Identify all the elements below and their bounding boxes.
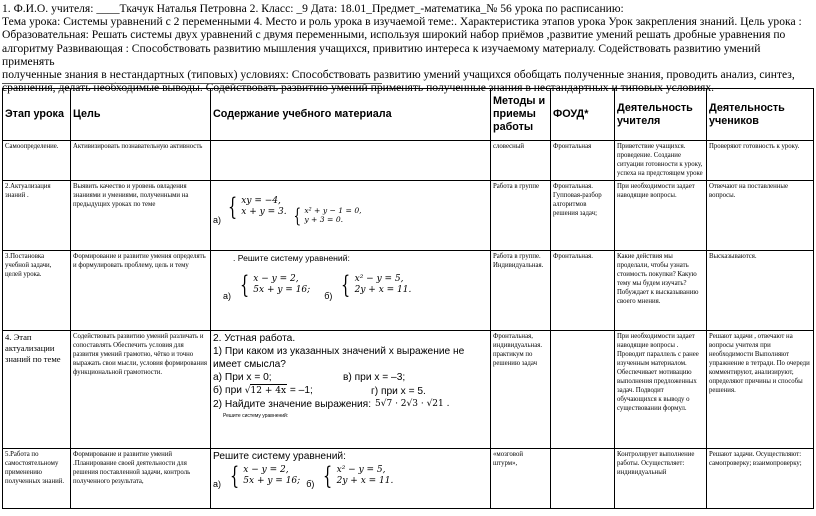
equation: x − y = 2, — [253, 274, 299, 284]
cell-goal: Активизировать познавательную активность — [71, 141, 211, 181]
cell-stage: 4. Этап актуализации знаний по теме — [3, 331, 71, 449]
cell-content — [211, 449, 491, 509]
cell-students: Решают задачи , отвечают на вопросы учителя при необходимости Выполняют упражнение в тетради. По очереди комментируют, анализируют, определяют причины и способы решения. — [707, 331, 814, 449]
col-header-goal: Цель — [71, 89, 211, 141]
brace-icon: { — [323, 462, 333, 490]
label-a: а) — [223, 291, 232, 301]
col-header-foud: ФОУД* — [551, 89, 615, 141]
radicand: 12 + 4x — [250, 386, 287, 396]
content-line: Решите систему уравнений: — [223, 413, 289, 419]
cell-content — [211, 251, 491, 331]
cell-students: Высказываются. — [707, 251, 814, 331]
task-prompt: Решите систему уравнений: — [213, 451, 346, 462]
content-line: 2) Найдите значение выражения: — [213, 399, 372, 410]
equation-system — [237, 271, 311, 299]
equation: x² − y = 5, — [336, 465, 386, 475]
option-d: г) при x = 5. — [371, 385, 426, 397]
option-c-prefix: б) при — [213, 385, 242, 396]
cell-methods: «мозговой штурм», — [491, 449, 551, 509]
content-line-row — [213, 398, 488, 411]
cell-content — [211, 141, 491, 181]
cell-students: Решают задачи. Осуществляют: самопроверку; взаимопроверку; — [707, 449, 814, 509]
equation-system — [227, 462, 301, 490]
task-prompt: . Решите систему уравнений: — [233, 253, 350, 263]
table-row — [3, 331, 814, 449]
cell-foud: Фронтальная — [551, 141, 615, 181]
table-row — [3, 449, 814, 509]
content-line: 1) При каком из указанных значений x выражение не имеет смысла? — [213, 346, 465, 370]
equation: 2y + x = 11. — [336, 476, 394, 486]
equation: y + 3 = 0. — [304, 215, 344, 224]
equation: x² + y − 1 = 0, — [304, 206, 362, 215]
cell-content — [211, 331, 491, 449]
col-header-teacher: Деятельность учителя — [615, 89, 707, 141]
cell-foud — [551, 331, 615, 449]
cell-methods: словесный — [491, 141, 551, 181]
equation: xy = −4, — [241, 196, 281, 206]
equation: x − y = 2, — [243, 465, 289, 475]
lesson-plan-table — [2, 88, 814, 509]
table-row — [3, 251, 814, 331]
equation-system — [291, 203, 362, 227]
header-line: Тема урока: Системы уравнений с 2 переменными 4. Место и роль урока в изучаемой теме:. Характеристика этапов урока Урок закрепления знаний. Цель урока : — [2, 15, 802, 29]
equation-system — [338, 271, 412, 299]
option-c — [213, 384, 371, 398]
cell-stage: 2.Актуализация знаний . — [3, 181, 71, 251]
sqrt-icon: √ — [244, 386, 251, 396]
header-line: сравнения, делать необходимые выводы. Содействовать развитию умений применять полученные знания в нестандартных и типовых условиях. — [2, 81, 715, 95]
cell-teacher: Контролирует выполнение работы. Осуществляет: индивидуальный — [615, 449, 707, 509]
col-header-stage: Этап урока — [3, 89, 71, 141]
cell-teacher: При необходимости задает наводящие вопросы. — [615, 181, 707, 251]
header-line: алгоритму Развивающая : Способствовать развитию мышления учащихся, привитию интереса к изучаемому материалу. Содействовать развитию умений применять — [2, 41, 761, 68]
brace-icon: { — [230, 462, 240, 490]
cell-teacher: Какие действия мы проделали, чтобы узнать стоимость покупки? Какую тему мы будем изучать? Побуждает к высказыванию своего мнения. — [615, 251, 707, 331]
cell-foud — [551, 449, 615, 509]
equation: x + y = 3. — [241, 207, 287, 217]
content-line: 2. Устная работа. — [213, 333, 296, 344]
header-line: 1. Ф.И.О. учителя: ____Ткачук Наталья Петровна 2. Класс: _9 Дата: 18.01_Предмет_-математика_№ 56 урока по расписанию: — [2, 2, 624, 15]
cell-methods: Работа в группе. Индивидуальная. — [491, 251, 551, 331]
cell-stage: Самоопределение. — [3, 141, 71, 181]
equation-system — [320, 462, 394, 490]
cell-students: Отвечают на поставленные вопросы. — [707, 181, 814, 251]
header-divider — [2, 83, 382, 84]
label-b: б) — [306, 479, 315, 489]
col-header-content: Содержание учебного материала — [211, 89, 491, 141]
equation: 5x + y = 16; — [253, 285, 311, 295]
option-a: а) При x = 0; — [213, 372, 272, 383]
lesson-header — [2, 2, 814, 94]
equation-system — [225, 193, 287, 221]
cell-foud: Фронтальная. Гупповая-разбор алгоритмов решения задач; — [551, 181, 615, 251]
table-header-row — [3, 89, 814, 141]
cell-stage: 3.Постановка учебной задачи, целей урока. — [3, 251, 71, 331]
content-options-row — [213, 384, 488, 398]
cell-goal: Формирование и развитие умения определять и формулировать проблему, цель и тему — [71, 251, 211, 331]
label-a: а) — [213, 479, 222, 489]
cell-goal: Формирование и развитие умений .Планирование своей деятельности для решения поставленной задачи, контроль полученного результата, — [71, 449, 211, 509]
brace-icon: { — [228, 193, 238, 221]
cell-goal: Выявить качество и уровень овладения знаниями и умениями, полученными на предыдущих уроках по теме — [71, 181, 211, 251]
cell-content — [211, 181, 491, 251]
cell-methods: Фронтальная, индивидуальная. практикум по решению задач — [491, 331, 551, 449]
content-options-row — [213, 371, 488, 384]
brace-icon: { — [293, 203, 301, 227]
equation: x² − y = 5, — [354, 274, 404, 284]
brace-icon: { — [240, 271, 250, 299]
table-row — [3, 141, 814, 181]
equation: 5x + y = 16; — [243, 476, 301, 486]
cell-stage: 5.Работа по самостоятельному применению полученных знаний. — [3, 449, 71, 509]
label-b: б) — [324, 291, 333, 301]
cell-teacher: Приветствие учащихся. проведение. Создание ситуации готовности к уроку, успеха на предстоящем уроке — [615, 141, 707, 181]
brace-icon: { — [341, 271, 351, 299]
equation: 2y + x = 11. — [354, 285, 412, 295]
cell-goal: Содействовать развитию умений различать и сопоставлять Обеспечить условия для развития умений грамотно, чётко и точно выражать свои мысли, условия формирования функциональной грамотности. — [71, 331, 211, 449]
cell-methods: Работа в группе — [491, 181, 551, 251]
expression: 5√7 · 2√3 · √21 . — [375, 399, 450, 409]
option-c-suffix: = –1; — [289, 385, 313, 396]
table-row — [3, 181, 814, 251]
cell-teacher: При необходимости задает наводящие вопросы . Проводит параллель с ранее изученным материалом. Обеспечивает мотивацию выполнения предложенных задач. Подводит обучающихся к выводу о существовании формул. — [615, 331, 707, 449]
header-line: Образовательная: Решать системы двух уравнений с двумя переменными, используя широкий набор приёмов ,развитие умений решать дробные уравнения по — [2, 28, 786, 42]
col-header-students: Деятельность учеников — [707, 89, 814, 141]
col-header-methods: Методы и приемы работы — [491, 89, 551, 141]
cell-foud: Фронтальная. — [551, 251, 615, 331]
cell-students: Проверяют готовность к уроку. — [707, 141, 814, 181]
header-line: полученные знания в нестандартных (типовых) условиях: Способствовать развитию умений учащихся обобщать полученные знания, проводить анализ, синтез, — [2, 68, 795, 82]
option-b: в) при x = –3; — [343, 372, 406, 383]
label-a: а) — [213, 215, 222, 225]
